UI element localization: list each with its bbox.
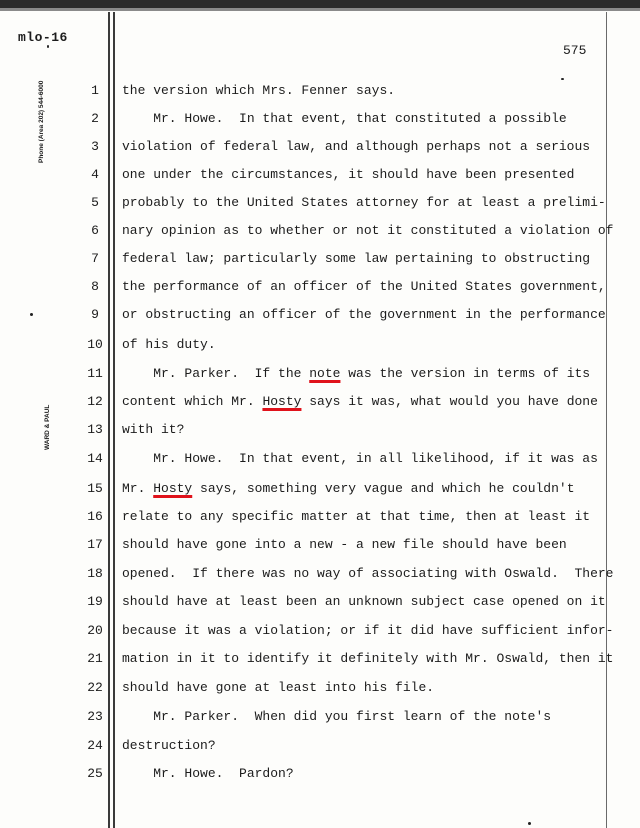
line-text-segment: Mr. Howe. Pardon? [122,766,294,781]
line-text-segment: one under the circumstances, it should have been presented [122,167,575,182]
transcript-line [122,307,606,322]
line-text-segment: destruction? [122,738,216,753]
document-id: mlo-16 [18,30,68,45]
line-number: 25 [87,766,103,781]
margin-phone-text: Phone (Area 202) 544-6000 [38,80,45,163]
transcript-line [122,279,606,294]
line-number: 22 [87,680,103,695]
line-number: 17 [87,537,103,552]
underlined-word: note [309,366,341,381]
line-text-segment: federal law; particularly some law pertaining to obstructing [122,251,591,266]
transcript-line [122,223,613,238]
underlined-word: Hosty [153,481,193,496]
margin-rule-left-inner [113,12,115,828]
line-text-segment: of his duty. [122,337,216,352]
line-text-segment: should have gone at least into his file. [122,680,435,695]
transcript-line [122,566,613,581]
line-number: 3 [91,139,99,154]
scan-speck [47,45,49,48]
line-number: 13 [87,422,103,437]
transcript-line [122,537,567,552]
line-text-segment: Mr. Howe. In that event, that constituted a possible [122,111,567,126]
margin-reporter-text: WARD & PAUL [44,404,51,450]
line-number: 8 [91,279,99,294]
line-text-segment: nary opinion as to whether or not it constituted a violation of [122,223,614,238]
line-text-segment: the version which Mrs. Fenner says. [122,83,396,98]
line-number: 2 [91,111,99,126]
line-number: 16 [87,509,103,524]
scan-top-edge [0,0,640,8]
line-number: 11 [87,366,103,381]
transcript-line [122,167,574,182]
transcript-line [122,251,590,266]
line-number: 12 [87,394,103,409]
transcript-line [122,111,567,126]
line-number: 9 [91,307,99,322]
line-text-segment: relate to any specific matter at that time, then at least it [122,509,591,524]
line-text-segment: should have at least been an unknown subject case opened on it [122,594,606,609]
line-text-segment: should have gone into a new - a new file should have been [122,537,567,552]
line-text-segment: or obstructing an officer of the government in the performance [122,307,606,322]
line-number: 1 [91,83,99,98]
line-text-segment: because it was a violation; or if it did have sufficient infor- [122,623,614,638]
transcript-line [122,709,551,724]
transcript-line [122,651,613,666]
transcript-line [122,394,598,409]
transcript-line [122,623,613,638]
margin-rule-left [108,12,110,828]
line-number: 24 [87,738,103,753]
line-text-segment: content which Mr. [122,394,263,409]
transcript-line [122,195,606,210]
line-text-segment: says, something very vague and which he couldn't [192,481,575,496]
scan-top-shadow [0,8,640,11]
line-number: 7 [91,251,99,266]
underlined-word: Hosty [262,394,302,409]
line-text-segment: mation in it to identify it definitely with Mr. Oswald, then it [122,651,614,666]
transcript-line [122,139,590,154]
line-number: 18 [87,566,103,581]
line-text-segment: Mr. Parker. If the [122,366,310,381]
line-number: 5 [91,195,99,210]
line-text-segment: with it? [122,422,185,437]
transcript-line [122,766,294,781]
scan-speck [561,78,564,80]
transcript-line [122,422,184,437]
transcript-line [122,451,598,466]
transcript-line [122,738,216,753]
line-number: 20 [87,623,103,638]
transcript-line [122,680,434,695]
line-number: 23 [87,709,103,724]
line-number: 21 [87,651,103,666]
scan-speck [528,822,531,825]
line-text-segment: Mr. Parker. When did you first learn of the note's [122,709,552,724]
line-number: 19 [87,594,103,609]
line-text-segment: the performance of an officer of the United States government, [122,279,606,294]
line-text-segment: probably to the United States attorney for at least a prelimi- [122,195,606,210]
transcript-line [122,83,395,98]
transcript-line [122,481,575,496]
scan-speck [30,313,33,316]
transcript-line [122,366,590,381]
line-text-segment: Mr. [122,481,154,496]
line-number: 6 [91,223,99,238]
line-text-segment: violation of federal law, and although perhaps not a serious [122,139,591,154]
line-number: 15 [87,481,103,496]
transcript-line [122,594,606,609]
line-number: 10 [87,337,103,352]
page-number: 575 [563,43,587,58]
line-number: 4 [91,167,99,182]
transcript-line [122,509,590,524]
transcript-line [122,337,216,352]
line-number: 14 [87,451,103,466]
line-text-segment: says it was, what would you have done [301,394,598,409]
line-text-segment: Mr. Howe. In that event, in all likelihood, if it was as [122,451,598,466]
margin-rule-right [606,12,607,828]
line-text-segment: opened. If there was no way of associating with Oswald. There [122,566,614,581]
line-text-segment: was the version in terms of its [340,366,591,381]
